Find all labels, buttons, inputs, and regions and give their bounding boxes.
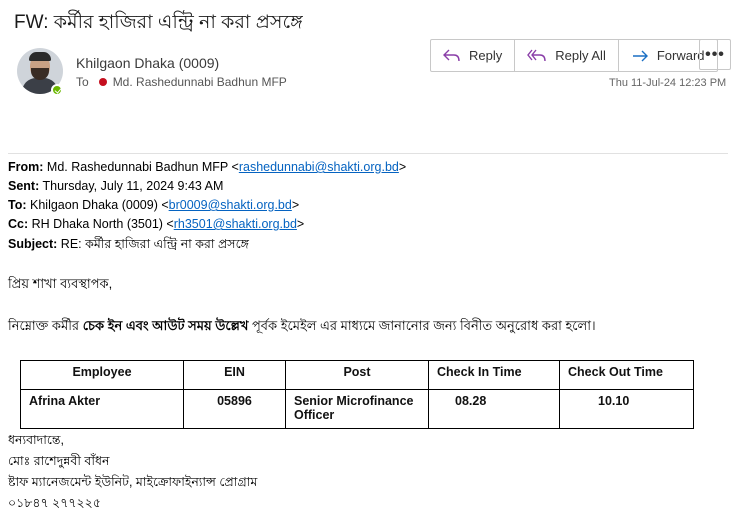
fwd-to-line bbox=[8, 198, 299, 212]
request-line bbox=[8, 317, 596, 338]
col-header-check-in: Check In Time bbox=[429, 361, 560, 390]
col-header-post: Post bbox=[286, 361, 429, 390]
cell-employee: Afrina Akter bbox=[21, 390, 184, 429]
message-action-bar bbox=[430, 39, 718, 72]
request-text-post: পূর্বক ইমেইল এর মাধ্যমে জানানোর জন্য বিনীত অনুরোধ করা হলো। bbox=[248, 318, 596, 333]
fwd-from-label: From: bbox=[8, 160, 44, 174]
fwd-subject-label: Subject: bbox=[8, 237, 58, 251]
col-header-ein: EIN bbox=[184, 361, 286, 390]
employee-table bbox=[20, 360, 694, 429]
fwd-cc-line bbox=[8, 217, 304, 231]
fwd-cc-email-link[interactable]: rh3501@shakti.org.bd bbox=[173, 217, 297, 231]
cell-post: Senior Microfinance Officer bbox=[286, 390, 429, 429]
fwd-cc-label: Cc: bbox=[8, 217, 29, 231]
fwd-to-close: > bbox=[291, 198, 300, 212]
greeting: প্রিয় শাখা ব্যবস্থাপক, bbox=[8, 276, 113, 291]
signature-department: ষ্টাফ ম্যানেজমেন্ট ইউনিট, মাইক্রোফাইন্যান্স প্রোগ্রাম bbox=[8, 475, 258, 489]
fwd-from-name: Md. Rashedunnabi Badhun MFP < bbox=[46, 160, 239, 174]
cell-check-out: 10.10 bbox=[560, 390, 694, 429]
header-divider bbox=[8, 153, 728, 154]
reply-icon bbox=[443, 49, 461, 63]
reply-all-icon bbox=[527, 49, 547, 63]
reply-label: Reply bbox=[469, 48, 503, 63]
sender-name[interactable]: Khilgaon Dhaka (0009) bbox=[76, 55, 220, 71]
cell-ein: 05896 bbox=[184, 390, 286, 429]
signature-closing: ধন্যবাদান্তে, bbox=[8, 433, 64, 447]
presence-available-icon bbox=[51, 84, 63, 96]
request-text-bold: চেক ইন এবং আউট সময় উল্লেখ bbox=[82, 318, 249, 333]
reply-all-label: Reply All bbox=[555, 48, 606, 63]
forward-label: Forward bbox=[656, 48, 705, 63]
fwd-sent-line bbox=[8, 179, 223, 193]
table-row bbox=[21, 390, 694, 429]
fwd-to-name: Khilgaon Dhaka (0009) < bbox=[30, 198, 169, 212]
reply-all-button[interactable] bbox=[515, 40, 619, 71]
col-header-check-out: Check Out Time bbox=[560, 361, 694, 390]
fwd-to-email-link[interactable]: br0009@shakti.org.bd bbox=[168, 198, 292, 212]
cell-check-in: 08.28 bbox=[429, 390, 560, 429]
fwd-cc-close: > bbox=[296, 217, 305, 231]
received-date: Thu 11-Jul-24 12:23 PM bbox=[609, 77, 727, 89]
request-text-pre: নিম্নোক্ত কর্মীর bbox=[8, 318, 83, 333]
recipient-name[interactable]: Md. Rashedunnabi Badhun MFP bbox=[112, 75, 287, 89]
reply-button[interactable] bbox=[431, 40, 515, 71]
fwd-sent-label: Sent: bbox=[8, 179, 40, 193]
to-label: To bbox=[76, 75, 89, 89]
forward-icon bbox=[631, 49, 649, 63]
fwd-from-close: > bbox=[398, 160, 407, 174]
signature-phone: ০১৮৪৭ ২৭৭২২৫ bbox=[8, 496, 101, 510]
fwd-subject-value: RE: কর্মীর হাজিরা এন্ট্রি না করা প্রসঙ্গে bbox=[60, 237, 249, 251]
fwd-to-label: To: bbox=[8, 198, 27, 212]
signature-name: মোঃ রাশেদুন্নবী বাঁধন bbox=[8, 454, 110, 468]
table-header-row bbox=[21, 361, 694, 390]
fwd-cc-name: RH Dhaka North (3501) < bbox=[31, 217, 174, 231]
email-subject-title: FW: কর্মীর হাজিরা এন্ট্রি না করা প্রসঙ্গে bbox=[14, 12, 303, 33]
fwd-sent-value: Thursday, July 11, 2024 9:43 AM bbox=[42, 179, 224, 193]
fwd-from-email-link[interactable]: rashedunnabi@shakti.org.bd bbox=[238, 160, 399, 174]
fwd-subject-line bbox=[8, 236, 249, 256]
presence-busy-icon bbox=[99, 78, 107, 86]
col-header-employee: Employee bbox=[21, 361, 184, 390]
more-actions-button[interactable]: ••• bbox=[699, 39, 731, 70]
fwd-from-line bbox=[8, 160, 406, 174]
recipient-line bbox=[76, 75, 287, 89]
